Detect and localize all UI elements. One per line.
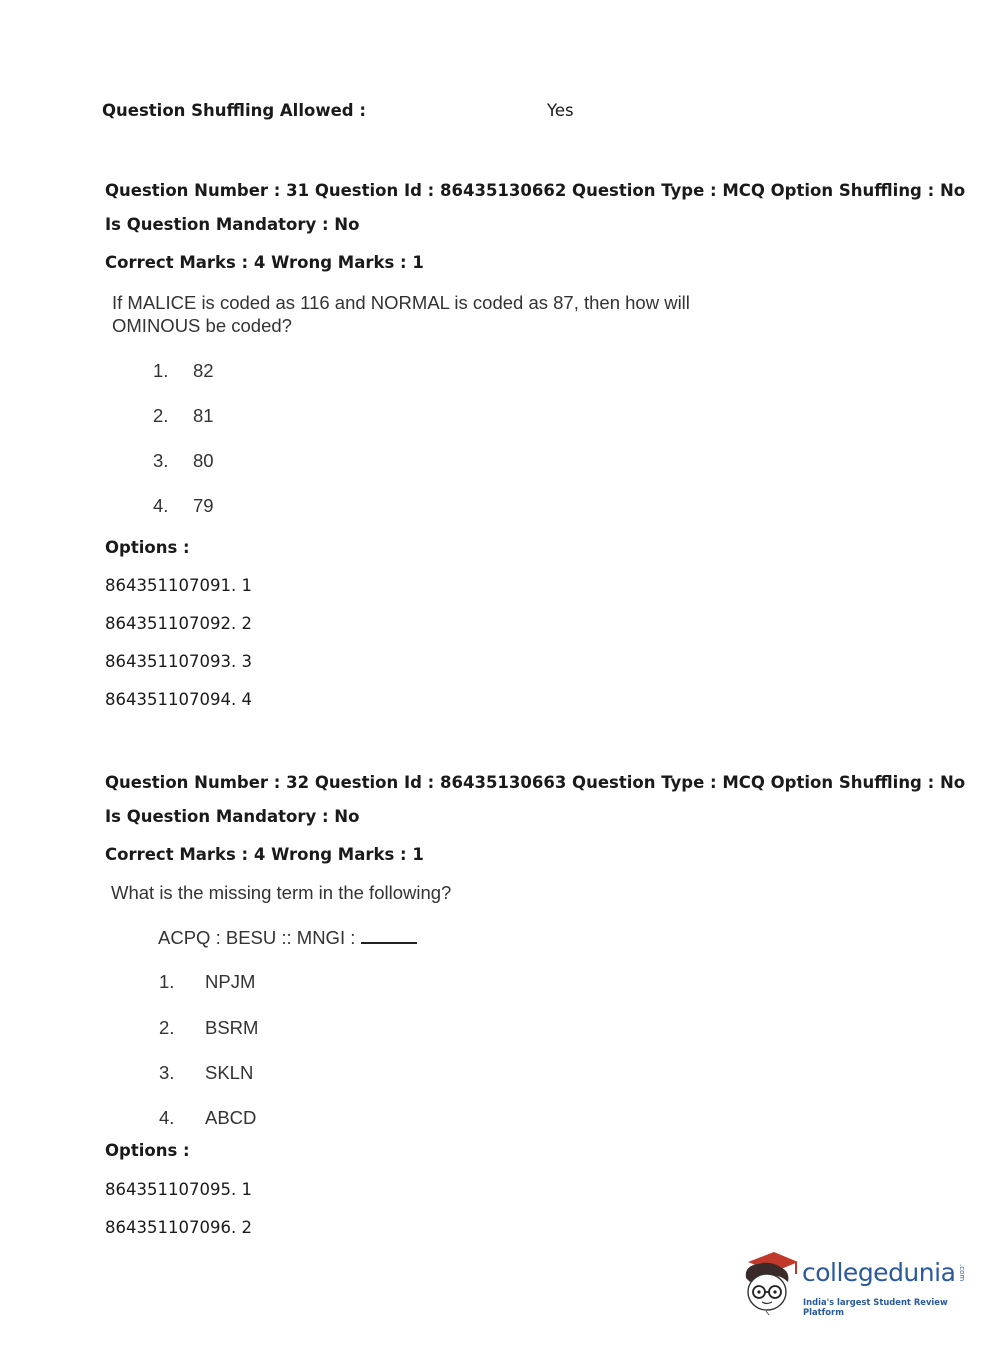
question-31-options-label: Options : <box>105 538 190 557</box>
collegedunia-logo[interactable] <box>740 1248 972 1320</box>
answer-blank <box>361 926 417 944</box>
choice-text: 80 <box>193 450 214 471</box>
choice-number: 4. <box>153 495 169 516</box>
choice-number: 4. <box>159 1107 175 1128</box>
choice-number: 2. <box>153 405 169 426</box>
question-32-marks: Correct Marks : 4 Wrong Marks : 1 <box>105 845 424 864</box>
choice-number: 3. <box>159 1062 175 1083</box>
choice-text: 82 <box>193 360 214 381</box>
question-31-meta: Question Number : 31 Question Id : 86435130662 Question Type : MCQ Option Shuffling : No <box>105 181 966 200</box>
choice-text: 81 <box>193 405 214 426</box>
question-32-choice <box>159 1017 258 1039</box>
choice-text: ABCD <box>205 1107 257 1128</box>
question-32-choice <box>159 1062 253 1084</box>
question-32-meta: Question Number : 32 Question Id : 86435130663 Question Type : MCQ Option Shuffling : No <box>105 773 966 792</box>
choice-text: BSRM <box>205 1017 259 1038</box>
mascot-icon <box>740 1248 800 1320</box>
question-32-text: What is the missing term in the following? <box>111 882 452 903</box>
question-32-choice <box>159 1107 256 1129</box>
choice-text: 79 <box>193 495 214 516</box>
choice-number: 2. <box>159 1017 175 1038</box>
brand-tagline: India's largest Student Review Platform <box>803 1297 948 1317</box>
option-id: 864351107092. 2 <box>105 614 252 633</box>
question-31-text-line-1: If MALICE is coded as 116 and NORMAL is coded as 87, then how will <box>112 292 690 313</box>
brand-suffix: .com <box>958 1264 966 1282</box>
choice-number: 1. <box>159 971 175 992</box>
choice-text: NPJM <box>205 971 256 992</box>
question-32-options-label: Options : <box>105 1141 190 1160</box>
option-id: 864351107091. 1 <box>105 576 252 595</box>
shuffle-label: Question Shuffling Allowed : <box>102 101 366 120</box>
question-31-mandatory: Is Question Mandatory : No <box>105 215 360 234</box>
question-31-choice <box>153 360 214 382</box>
question-31-text-line-2: OMINOUS be coded? <box>112 315 292 336</box>
question-31-choice <box>153 495 214 517</box>
question-32-choice <box>159 971 255 993</box>
analogy-text: ACPQ : BESU :: MNGI : <box>158 927 356 948</box>
option-id: 864351107094. 4 <box>105 690 252 709</box>
question-31-marks: Correct Marks : 4 Wrong Marks : 1 <box>105 253 424 272</box>
question-31-choice <box>153 450 214 472</box>
brand-name: collegedunia <box>802 1258 956 1287</box>
question-32-mandatory: Is Question Mandatory : No <box>105 807 360 826</box>
option-id: 864351107093. 3 <box>105 652 252 671</box>
question-31-choice <box>153 405 214 427</box>
question-32-analogy <box>158 926 417 949</box>
choice-number: 3. <box>153 450 169 471</box>
option-id: 864351107095. 1 <box>105 1180 252 1199</box>
shuffle-value: Yes <box>547 101 574 120</box>
choice-number: 1. <box>153 360 169 381</box>
option-id: 864351107096. 2 <box>105 1218 252 1237</box>
choice-text: SKLN <box>205 1062 254 1083</box>
